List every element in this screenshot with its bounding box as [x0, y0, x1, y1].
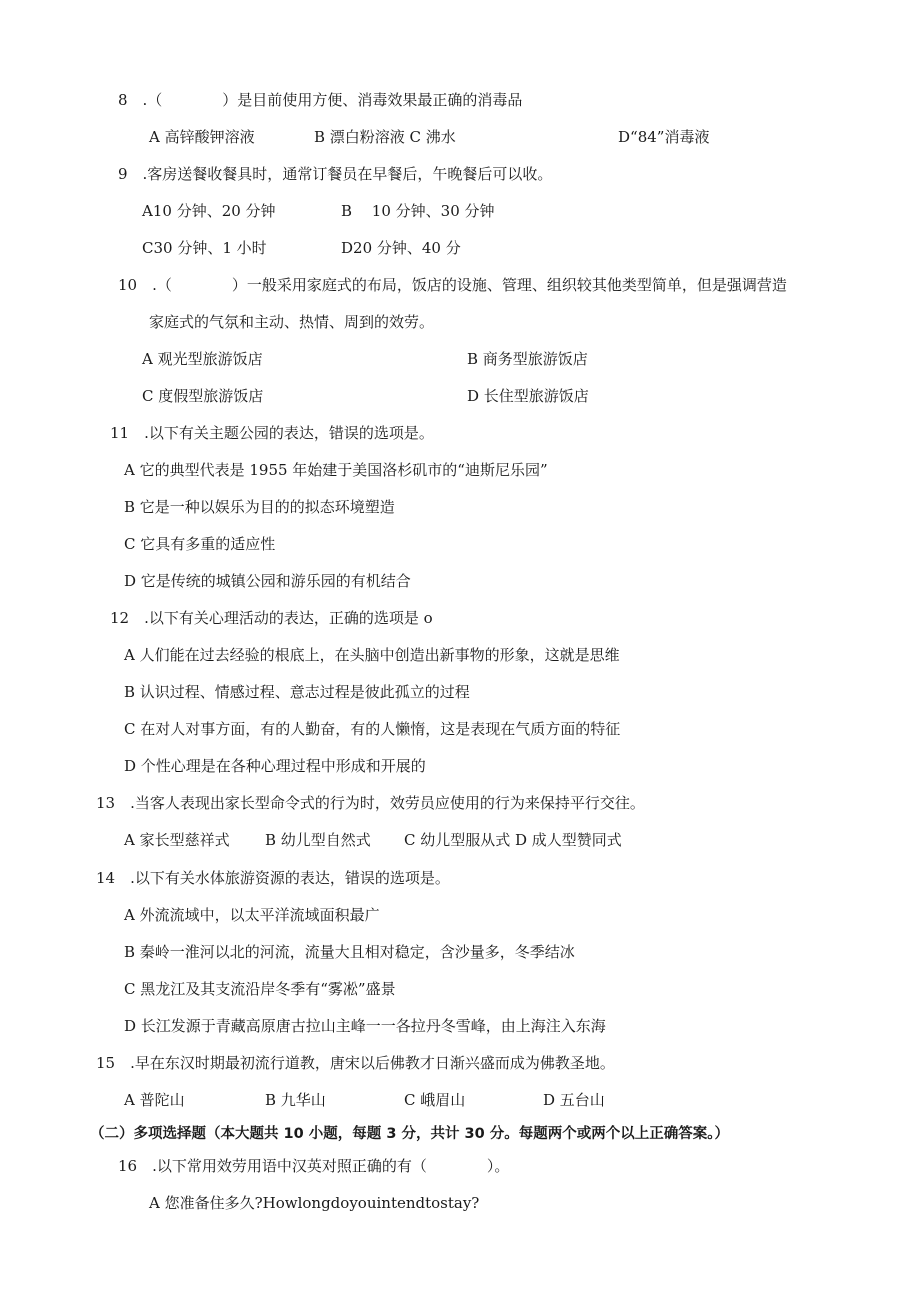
section-heading-multiple-choice: （二）多项选择题（本大题共 10 小题，每题 3 分，共计 30 分。每题两个或两个以上正确答案。） — [90, 1126, 729, 1142]
option-13cd: C 幼儿型服从式 D 成人型赞同式 — [404, 831, 622, 849]
option-11d: D 它是传统的城镇公园和游乐园的有机结合 — [124, 572, 411, 590]
question-11: 11 .以下有关主题公园的表达，错误的选项是。 — [110, 424, 434, 442]
question-9: 9 .客房送餐收餐具时，通常订餐员在早餐后，午晚餐后可以收。 — [118, 165, 553, 183]
option-10c: C 度假型旅游饭店 — [142, 387, 264, 405]
option-8a: A 高锌酸钾溶液 — [149, 128, 255, 146]
option-13a: A 家长型慈祥式 — [124, 831, 230, 849]
option-15c: C 峨眉山 — [404, 1091, 466, 1109]
option-9a: A10 分钟、20 分钟 — [142, 202, 276, 220]
option-10a: A 观光型旅游饭店 — [142, 350, 263, 368]
question-14: 14 .以下有关水体旅游资源的表达，错误的选项是。 — [96, 869, 450, 887]
option-14c: C 黑龙江及其支流沿岸冬季有“雾凇”盛景 — [124, 980, 396, 998]
option-14a: A 外流流域中，以太平洋流域面积最广 — [124, 906, 380, 924]
question-15: 15 .早在东汉时期最初流行道教，唐宋以后佛教才日渐兴盛而成为佛教圣地。 — [96, 1054, 615, 1072]
option-12a: A 人们能在过去经验的根底上，在头脑中创造出新事物的形象，这就是思维 — [124, 646, 620, 664]
question-16: 16 .以下常用效劳用语中汉英对照正确的有（ ）。 — [118, 1157, 510, 1175]
option-10b: B 商务型旅游饭店 — [467, 350, 588, 368]
option-11b: B 它是一种以娱乐为目的的拟态环境塑造 — [124, 498, 395, 516]
option-9b: B 10 分钟、30 分钟 — [341, 202, 495, 220]
option-14d: D 长江发源于青藏高原唐古拉山主峰一一各拉丹冬雪峰，由上海注入东海 — [124, 1017, 606, 1035]
option-12b: B 认识过程、情感过程、意志过程是彼此孤立的过程 — [124, 683, 470, 701]
question-10: 10 .（ ）一般采用家庭式的布局，饭店的设施、管理、组织较其他类型简单，但是强调营造 — [118, 276, 787, 294]
option-11c: C 它具有多重的适应性 — [124, 535, 276, 553]
option-8d: D“84”消毒液 — [618, 128, 710, 146]
question-13: 13 .当客人表现出家长型命令式的行为时，效劳员应使用的行为来保持平行交往。 — [96, 794, 645, 812]
option-10d: D 长住型旅游饭店 — [467, 387, 589, 405]
option-16a: A 您准备住多久?Howlongdoyouintendtostay? — [149, 1194, 480, 1212]
option-12c: C 在对人对事方面，有的人勤奋，有的人懒惰，这是表现在气质方面的特征 — [124, 720, 621, 738]
option-8bc: B 漂白粉溶液 C 沸水 — [314, 128, 456, 146]
option-14b: B 秦岭一淮河以北的河流，流量大且相对稳定，含沙量多，冬季结冰 — [124, 943, 575, 961]
question-12: 12 .以下有关心理活动的表达，正确的选项是 o — [110, 609, 433, 627]
option-9c: C30 分钟、1 小时 — [142, 239, 267, 257]
question-8: 8 .（ ）是目前使用方便、消毒效果最正确的消毒品 — [118, 91, 523, 109]
option-15d: D 五台山 — [543, 1091, 605, 1109]
option-13b: B 幼儿型自然式 — [265, 831, 371, 849]
option-15a: A 普陀山 — [124, 1091, 185, 1109]
question-10-cont: 家庭式的气氛和主动、热情、周到的效劳。 — [149, 313, 435, 331]
option-15b: B 九华山 — [265, 1091, 326, 1109]
option-9d: D20 分钟、40 分 — [341, 239, 461, 257]
option-11a: A 它的典型代表是 1955 年始建于美国洛杉矶市的“迪斯尼乐园” — [124, 461, 548, 479]
option-12d: D 个性心理是在各种心理过程中形成和开展的 — [124, 757, 426, 775]
